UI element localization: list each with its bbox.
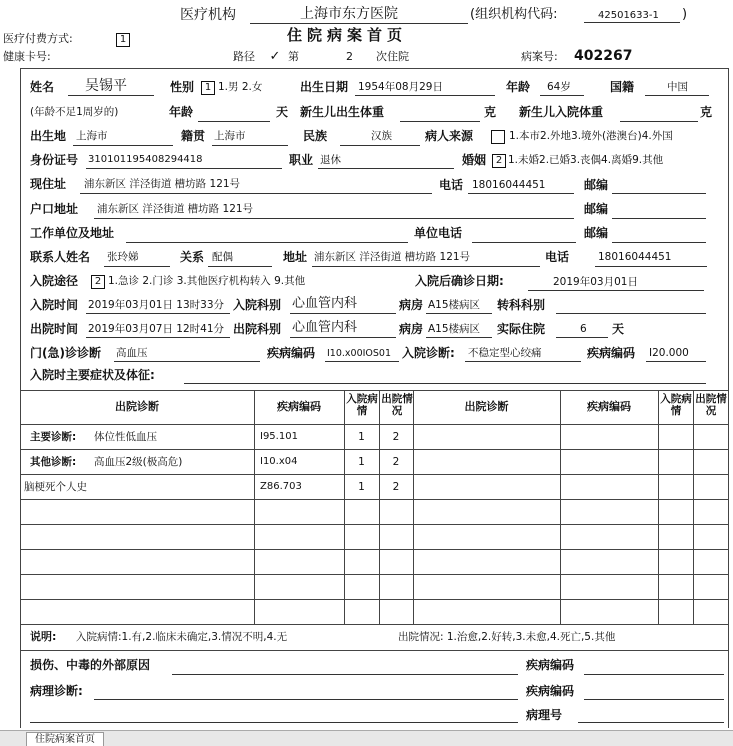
col-header-code: 疾病编码: [277, 400, 321, 413]
work-label: 工作单位及地址: [30, 226, 115, 240]
confirm-date-label: 入院后确诊日期:: [415, 274, 504, 288]
contact-address-label: 地址: [283, 250, 308, 264]
table-row-in: 1: [358, 456, 365, 468]
job-label: 职业: [289, 153, 314, 167]
table-row-out: 2: [392, 431, 400, 443]
contact-name: 张玲娣: [107, 251, 139, 263]
newborn-weight-label: 新生儿出生体重: [300, 105, 385, 119]
discharge-dept-value: 心血管内科: [292, 320, 358, 335]
org-code: 42501633-1: [598, 10, 659, 21]
id-label: 身份证号: [30, 153, 79, 167]
col-header-code-2: 疾病编码: [587, 400, 631, 413]
birthplace-value: 上海市: [76, 130, 108, 142]
admit-dept-value: 心血管内科: [292, 296, 358, 311]
age-value: 64岁: [547, 81, 571, 93]
source-options: 1.本市2.外地3.境外(港澳台)4.外国: [509, 130, 673, 142]
ward2-value: A15楼病区: [428, 323, 481, 335]
discharge-dept-label: 出院科别: [233, 322, 282, 336]
table-row-in: 1: [358, 481, 365, 493]
stay-days-label: 实际住院: [497, 322, 546, 336]
nth-prefix: 第: [288, 50, 299, 63]
ward1-label: 病房: [399, 298, 424, 312]
gram-label-1: 克: [484, 105, 497, 119]
source-box[interactable]: [491, 130, 505, 144]
admit-code-label: 疾病编码: [587, 346, 636, 360]
confirm-date-value: 2019年03月01日: [553, 276, 638, 288]
nth-value: 2: [346, 50, 353, 63]
age-label: 年龄: [506, 80, 531, 94]
ethnic-label: 民族: [303, 129, 328, 143]
dob-value: 1954年08月29日: [358, 81, 443, 93]
patient-name: 吴锡平: [85, 78, 127, 94]
path-checkbox[interactable]: ✓: [269, 49, 281, 64]
pathology-dx-label: 病理诊断:: [30, 684, 83, 698]
address-value: 浦东新区 洋泾街道 槽坊路 121号: [84, 178, 241, 190]
native-value: 上海市: [214, 130, 246, 142]
sex-label: 性别: [170, 80, 195, 94]
admit-time-label: 入院时间: [30, 298, 79, 312]
infant-age-label: 年龄: [169, 105, 194, 119]
contact-phone-label: 电话: [545, 250, 570, 264]
marriage-label: 婚姻: [462, 153, 487, 167]
address-label: 现住址: [30, 177, 67, 191]
hukou-value: 浦东新区 洋泾街道 槽坊路 121号: [97, 203, 254, 215]
org-label: 医疗机构: [180, 7, 236, 23]
sheet-tab-bar: [0, 730, 733, 746]
newborn-admit-label: 新生儿入院体重: [519, 105, 604, 119]
col-header-out-status-2: 出院情况: [695, 393, 727, 417]
table-row-code: I10.x04: [260, 456, 298, 467]
clinic-code-value: I10.x00IOS01: [327, 348, 392, 359]
notes-label: 说明:: [30, 630, 57, 643]
ward1-value: A15楼病区: [428, 299, 481, 311]
stay-days-value: 6: [580, 323, 587, 335]
col-header-in-status: 入院病情: [346, 393, 378, 417]
id-number: 310101195408294418: [88, 154, 203, 165]
symptom-label: 入院时主要症状及体征:: [30, 368, 155, 382]
route-options: 1.急诊 2.门诊 3.其他医疗机构转入 9.其他: [108, 275, 306, 287]
org-name: 上海市东方医院: [300, 6, 398, 22]
marriage-box[interactable]: 2: [492, 154, 506, 168]
injury-code-label: 疾病编码: [526, 658, 575, 672]
injury-label: 损伤、中毒的外部原因: [30, 658, 151, 672]
notes-in-status: 入院病情:1.有,2.临床未确定,3.情况不明,4.无: [76, 631, 288, 643]
native-label: 籍贯: [181, 129, 206, 143]
admit-dept-label: 入院科别: [233, 298, 282, 312]
nation-label: 国籍: [610, 80, 635, 94]
table-row-dx: 高血压2级(极高危): [94, 456, 183, 468]
sex-box[interactable]: 1: [201, 81, 215, 95]
transfer-label: 转科科别: [497, 298, 546, 312]
nation-value: 中国: [667, 81, 688, 93]
contact-address-value: 浦东新区 洋泾街道 槽坊路 121号: [314, 251, 471, 263]
card-label: 健康卡号:: [3, 50, 51, 63]
gram-label-2: 克: [700, 105, 713, 119]
clinic-dx-value: 高血压: [116, 347, 148, 359]
admit-code-value: I20.000: [649, 347, 689, 359]
source-label: 病人来源: [425, 129, 474, 143]
record-label: 病案号:: [521, 50, 558, 63]
table-row-dx: 脑梗死个人史: [24, 481, 87, 493]
notes-out-status: 出院情况: 1.治愈,2.好转,3.未愈,4.死亡,5.其他: [398, 631, 616, 643]
contact-label: 联系人姓名: [30, 250, 91, 264]
dob-label: 出生日期: [300, 80, 349, 94]
col-header-in-status-2: 入院病情: [660, 393, 692, 417]
stay-days-unit: 天: [612, 322, 625, 336]
table-row-out: 2: [392, 456, 400, 468]
phone-label: 电话: [439, 178, 464, 192]
pay-label: 医疗付费方式:: [3, 32, 73, 45]
col-header-dx: 出院诊断: [115, 400, 159, 413]
relation-label: 关系: [180, 250, 205, 264]
job-value: 退休: [320, 154, 341, 166]
org-code-label: (组织机构代码:: [470, 7, 558, 22]
infant-note: (年龄不足1周岁的): [30, 106, 119, 118]
route-box[interactable]: 2: [91, 275, 105, 289]
admit-dx-label: 入院诊断:: [402, 346, 455, 360]
table-row-code: Z86.703: [260, 481, 302, 492]
route-label: 入院途径: [30, 274, 79, 288]
pathology-code-label: 疾病编码: [526, 684, 575, 698]
clinic-code-label: 疾病编码: [267, 346, 316, 360]
table-row-out: 2: [392, 481, 400, 493]
col-header-dx-2: 出院诊断: [464, 400, 509, 413]
sheet-tab[interactable]: 住院病案首页: [26, 732, 104, 746]
sex-options: 1.男 2.女: [218, 81, 263, 93]
marriage-options: 1.未婚2.已婚3.丧偶4.离婚9.其他: [508, 154, 664, 166]
hukou-label: 户口地址: [30, 202, 79, 216]
table-row-code: I95.101: [260, 431, 298, 442]
other-dx-prefix: 其他诊断:: [30, 456, 77, 468]
clinic-dx-label: 门(急)诊诊断: [30, 346, 101, 360]
ward2-label: 病房: [399, 322, 424, 336]
birthplace-label: 出生地: [30, 129, 67, 143]
discharge-time-label: 出院时间: [30, 322, 79, 336]
nth-suffix: 次住院: [376, 50, 409, 63]
record-number: 402267: [574, 48, 633, 64]
col-header-out-status: 出院情况: [381, 393, 413, 417]
pay-method-box[interactable]: 1: [116, 33, 130, 47]
pathology-no-label: 病理号: [526, 708, 563, 722]
admit-dx-value: 不稳定型心绞痛: [468, 347, 542, 359]
zip-label: 邮编: [584, 178, 609, 192]
page-title: 住院病案首页: [287, 26, 408, 44]
relation-value: 配偶: [212, 251, 233, 263]
path-label: 路径: [233, 50, 255, 63]
table-row-in: 1: [358, 431, 365, 443]
zip3-label: 邮编: [584, 226, 609, 240]
admit-time-value: 2019年03月01日 13时33分: [88, 299, 225, 311]
day-label: 天: [276, 105, 289, 119]
contact-phone-value: 18016044451: [598, 251, 672, 263]
phone-value: 18016044451: [472, 179, 546, 191]
zip2-label: 邮编: [584, 202, 609, 216]
org-code-close: ): [682, 7, 688, 22]
ethnic-value: 汉族: [371, 130, 392, 142]
work-phone-label: 单位电话: [414, 226, 463, 240]
discharge-time-value: 2019年03月07日 12时41分: [88, 323, 225, 335]
table-row-dx: 体位性低血压: [94, 431, 157, 443]
main-dx-prefix: 主要诊断:: [30, 431, 77, 443]
name-label: 姓名: [30, 80, 55, 94]
